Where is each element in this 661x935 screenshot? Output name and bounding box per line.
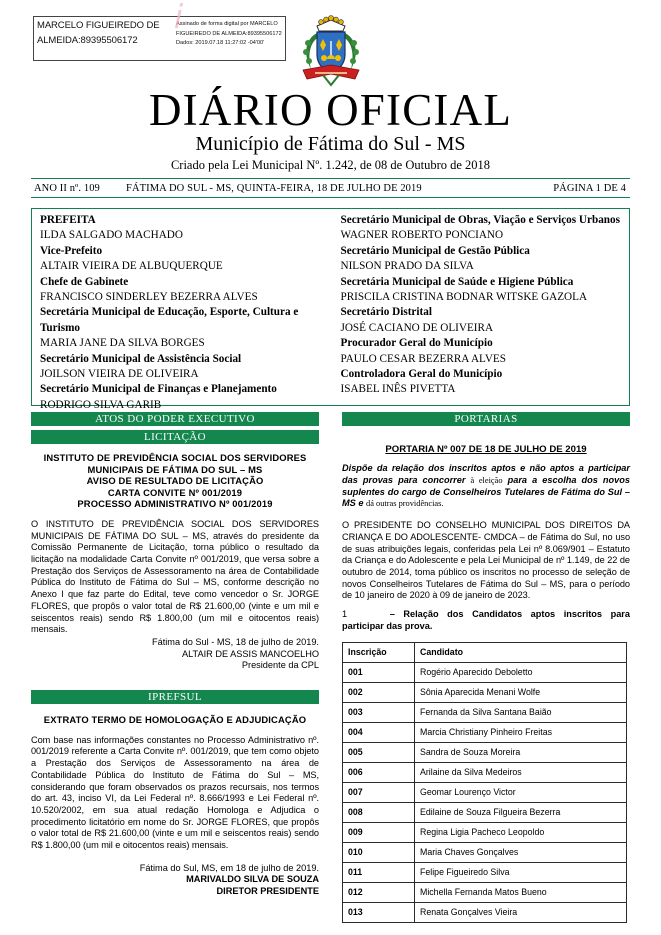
candidates-table [342, 642, 627, 923]
cell-candidato: Geomar Lourenço Victor [415, 782, 627, 802]
cell-candidato: Michella Fernanda Matos Bueno [415, 882, 627, 902]
official-name: WAGNER ROBERTO PONCIANO [340, 229, 504, 242]
cell-inscricao: 001 [343, 662, 415, 682]
official-name: JOILSON VIEIRA DE OLIVEIRA [40, 368, 199, 381]
cell-candidato: Fernanda da Silva Santana Baião [415, 702, 627, 722]
portaria-intro [342, 463, 630, 510]
table-header-row [343, 642, 627, 662]
edition-ano: ANO II nº. 109 [34, 182, 100, 194]
officials-box [31, 208, 630, 411]
signature-flourish-icon: 𝑖 [174, 0, 183, 36]
table-row [343, 762, 627, 782]
official-role: Secretária Municipal de Educação, Esporte, Cultura e Turismo [40, 306, 299, 334]
signature-detail [174, 0, 285, 60]
portaria-intro-serif-b: dá outras providências. [366, 499, 444, 509]
homologacao-body: Com base nas informações constantes no Processo Administrativo nº. 001/2019 referente a Carta Convite nº. 001/2019, que tem como objeto a Prestação dos Serviços de Assessoramento na área de Contabilidade Pública do Instituto de Fátima do Sul – MS, considerando que foram observados os prazos recursais, nos termos do art. 43, inciso VI, da Lei Federal nº. 8.666/1993 e Lei Federal nº. 10.520/2002, em sua atual redação Homologa e Adjudica o procedimento licitatório em nome do Sr. JORGE FLORES, que propôs o valor total de R$ 21.600,00 (vinte e um mil e seiscentos reais) sendo R$ 1.800,00 (um mil e oitocentos reais) mensais. [31, 734, 319, 851]
left-column [31, 412, 319, 898]
cell-inscricao: 005 [343, 742, 415, 762]
official-role: Controladora Geral do Município [340, 368, 503, 381]
edition-bar [31, 178, 630, 198]
official-role: PREFEITA [40, 214, 96, 226]
official-name: JOSÉ CACIANO DE OLIVEIRA [340, 321, 494, 334]
official-name: PRISCILA CRISTINA BODNAR WITSKE GAZOLA [340, 291, 588, 304]
official-role: Secretária Municipal de Saúde e Higiene Pública [340, 275, 574, 288]
cell-candidato: Rogério Aparecido Deboletto [415, 662, 627, 682]
official-role: Secretário Municipal de Obras, Viação e Serviços Urbanos [340, 214, 620, 226]
official-name: PAULO CESAR BEZERRA ALVES [340, 352, 506, 365]
cell-inscricao: 006 [343, 762, 415, 782]
section-bar-iprefsul: IPREFSUL [31, 690, 319, 704]
official-name: ISABEL INÊS PIVETTA [340, 383, 456, 396]
licitacao-sign-name: ALTAIR DE ASSIS MANCOELHO [182, 648, 319, 659]
cell-inscricao: 007 [343, 782, 415, 802]
cell-inscricao: 010 [343, 842, 415, 862]
table-row [343, 802, 627, 822]
licitacao-heading-line: INSTITUTO DE PREVIDÊNCIA SOCIAL DOS SERVIDORES MUNICIPAIS DE FÁTIMA DO SUL – MS [43, 452, 307, 475]
portaria-title: PORTARIA Nº 007 DE 18 DE JULHO DE 2019 [385, 444, 587, 455]
column-header-candidato: Candidato [415, 642, 627, 662]
official-name: MARIA JANE DA SILVA BORGES [40, 337, 205, 350]
cell-candidato: Sandra de Souza Moreira [415, 742, 627, 762]
cell-inscricao: 003 [343, 702, 415, 722]
official-name: NILSON PRADO DA SILVA [340, 260, 474, 273]
edition-place-date: FÁTIMA DO SUL - MS, QUINTA-FEIRA, 18 DE JULHO DE 2019 [126, 182, 422, 194]
official-name: FRANCISCO SINDERLEY BEZERRA ALVES [40, 291, 258, 304]
cell-candidato: Arilaine da Silva Medeiros [415, 762, 627, 782]
table-row [343, 742, 627, 762]
masthead-subtitle: Município de Fátima do Sul - MS [195, 133, 466, 155]
cell-inscricao: 008 [343, 802, 415, 822]
officials-column-left [32, 213, 331, 411]
right-column [342, 412, 630, 923]
licitacao-body: O INSTITUTO DE PREVIDÊNCIA SOCIAL DOS SERVIDORES MUNICIPAIS DE FÁTIMA DO SUL – MS, através do presidente da Comissão Permanente de Licitação, torna público o resultado da licitação na modalidade Carta Convite nº 001/2019, que versa sobre a Prestação dos Serviços de Assessoramento na área de Contabilidade Pública do Instituto de Fátima do Sul – MS, conforme descrição no Anexo I que faz parte do Edital, teve como vencedor o Sr. JORGE FLORES, que propôs o valor total de R$ 21.600,00 (vinte e um mil e seiscentos reais) sendo R$ 1.800,00 (um mil e oitocentos reais) mensais. [31, 518, 319, 635]
page-title: DIÁRIO OFICIAL [148, 85, 513, 135]
portaria-item-number: 1 [342, 609, 348, 620]
cell-candidato: Felipe Figueiredo Silva [415, 862, 627, 882]
licitacao-sign-role: Presidente da CPL [241, 660, 319, 671]
cell-inscricao: 009 [343, 822, 415, 842]
cell-inscricao: 012 [343, 882, 415, 902]
homologacao-sign-name: MARIVALDO SILVA DE SOUZA [186, 874, 319, 885]
signature-detail-text: Assinado de forma digital por MARCELO FIGUEIREDO DE ALMEIDA:89395506172 Dados: 2019.07.18 11:27:02 -04'00' [176, 21, 282, 47]
cell-inscricao: 011 [343, 862, 415, 882]
signature-name: MARCELO FIGUEIREDO DE ALMEIDA:89395506172 [37, 20, 160, 46]
cell-inscricao: 013 [343, 902, 415, 922]
homologacao-heading: EXTRATO TERMO DE HOMOLOGAÇÃO E ADJUDICAÇÃO [43, 714, 307, 726]
masthead [0, 0, 661, 170]
table-row [343, 682, 627, 702]
table-row [343, 902, 627, 922]
section-bar-portarias: PORTARIAS [342, 412, 630, 426]
table-row [343, 842, 627, 862]
official-name: ILDA SALGADO MACHADO [40, 229, 183, 242]
licitacao-sign-place: Fátima do Sul - MS, 18 de julho de 2019. [151, 637, 319, 647]
table-row [343, 882, 627, 902]
official-role: Chefe de Gabinete [40, 275, 129, 288]
official-role: Secretário Municipal de Gestão Pública [340, 244, 530, 257]
official-role: Procurador Geral do Município [340, 337, 493, 350]
table-row [343, 722, 627, 742]
cell-candidato: Renata Gonçalves Vieira [415, 902, 627, 922]
cell-candidato: Marcia Christiany Pinheiro Freitas [415, 722, 627, 742]
masthead-law-line: Criado pela Lei Municipal Nº. 1.242, de 08 de Outubro de 2018 [170, 158, 491, 172]
official-role: Secretário Distrital [340, 306, 432, 319]
table-row [343, 862, 627, 882]
official-role: Secretário Municipal de Assistência Social [40, 352, 242, 365]
table-row [343, 662, 627, 682]
portaria-intro-serif-a: à eleição [470, 475, 503, 485]
portaria-item-1 [342, 609, 630, 632]
official-name: ALTAIR VIEIRA DE ALBUQUERQUE [40, 260, 223, 273]
licitacao-heading [31, 452, 319, 510]
cell-inscricao: 002 [343, 682, 415, 702]
coat-of-arms-icon [297, 13, 365, 91]
edition-page-number: PÁGINA 1 DE 4 [553, 182, 626, 194]
licitacao-heading-line: CARTA CONVITE Nº 001/2019 [107, 486, 243, 498]
cell-candidato: Sônia Aparecida Menani Wolfe [415, 682, 627, 702]
licitacao-heading-line: AVISO DE RESULTADO DE LICITAÇÃO [86, 475, 264, 487]
portaria-intro-part-a: Dispõe da relação dos inscritos aptos e não aptos a participar das provas para concorrer [342, 463, 630, 485]
cell-candidato: Maria Chaves Gonçalves [415, 842, 627, 862]
section-bar-licitacao: LICITAÇÃO [31, 430, 319, 444]
cell-inscricao: 004 [343, 722, 415, 742]
official-role: Secretário Municipal de Finanças e Planejamento [40, 383, 277, 396]
cell-candidato: Regina Ligia Pacheco Leopoldo [415, 822, 627, 842]
candidates-table-body [343, 662, 627, 922]
homologacao-sign-role: DIRETOR PRESIDENTE [216, 886, 319, 897]
official-role: Vice-Prefeito [40, 244, 103, 257]
digital-signature-box [33, 0, 286, 61]
officials-column-right [331, 213, 630, 405]
portaria-item-text: – Relação dos Candidatos aptos inscritos para participar das prova. [342, 609, 630, 631]
portaria-intro-part-b: para a escolha dos novos suplentes do cargo de Conselheiros Tutelares de Fátima do Sul – MS e [342, 474, 630, 509]
column-header-inscricao: Inscrição [343, 642, 415, 662]
official-name: RODRIGO SILVA GARIB [40, 398, 162, 411]
section-bar-atos-poder-executivo: ATOS DO PODER EXECUTIVO [31, 412, 319, 426]
table-row [343, 782, 627, 802]
homologacao-sign-place: Fátima do Sul, MS, em 18 de julho de 2019. [139, 862, 319, 873]
cell-candidato: Edilaine de Souza Filgueira Bezerra [415, 802, 627, 822]
portaria-body: O PRESIDENTE DO CONSELHO MUNICIPAL DOS DIREITOS DA CRIANÇA E DO ADOLESCENTE- CMDCA – de Fátima do Sul, no uso de suas atribuições legais, conferidas pela Lei nº 8.069/901 – Estatuto da Criança e do Adolescente e pela Lei Municipal de nº 1.149, de 22 de outubro de 2014, toma público os inscritos no processo de seleção de novos Conselheiros Tutelares de Fátima do Sul – MS, para o período de 10 janeiro de 2020 à 09 de janeiro de 2023. [342, 520, 630, 601]
table-row [343, 822, 627, 842]
licitacao-heading-line: PROCESSO ADMINISTRATIVO Nº 001/2019 [77, 498, 273, 510]
table-row [343, 702, 627, 722]
